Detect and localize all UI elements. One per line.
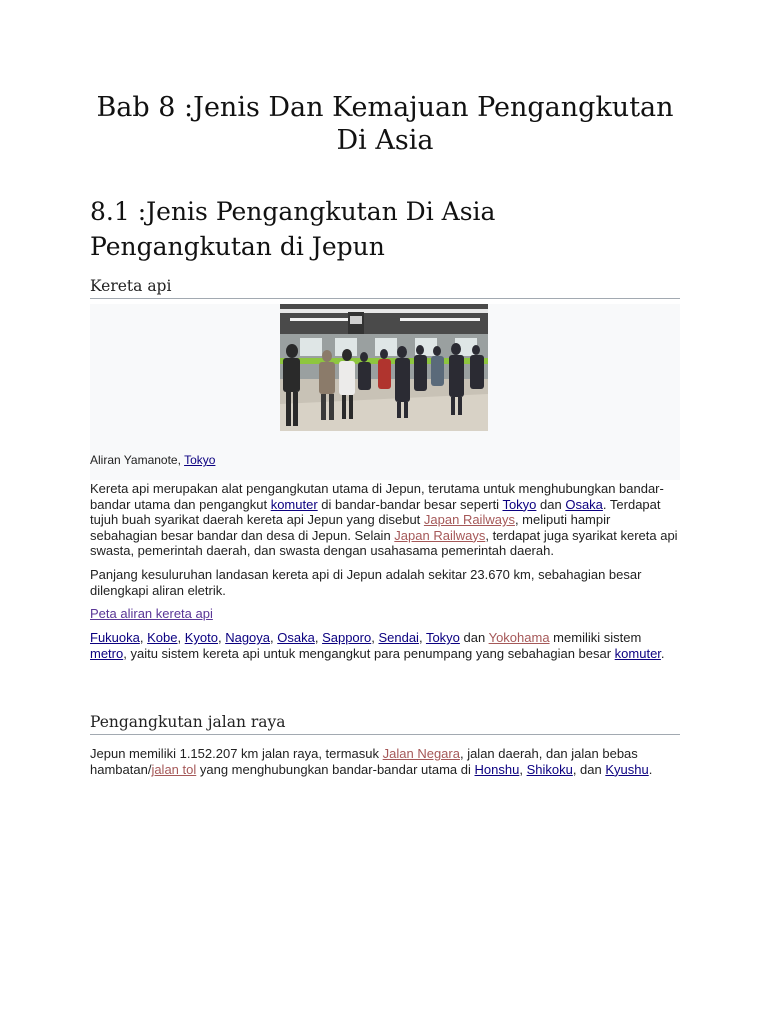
text-run: . Terdapat tujuh buah syarikat daerah kereta api Jepun yang disebut xyxy=(90,496,661,527)
text-run: , xyxy=(519,761,527,777)
link-tokyo[interactable]: Tokyo xyxy=(502,496,537,512)
text-run: , xyxy=(177,630,185,645)
document-title: Bab 8 :Jenis Dan Kemajuan Pengangkutan Di Asia xyxy=(96,92,674,156)
paragraph-kereta-api-intro xyxy=(90,481,680,559)
text-run: , xyxy=(418,630,426,645)
text-run: , xyxy=(217,630,226,645)
link-kyushu[interactable]: Kyushu xyxy=(605,761,649,777)
subsection-heading: Pengangkutan di Jepun xyxy=(90,232,385,261)
text-run: , dan xyxy=(572,761,606,777)
link-city-fukuoka[interactable]: Fukuoka xyxy=(90,630,140,645)
text-run: , yaitu sistem kereta api untuk mengangkut para penumpang yang sebahagian besar xyxy=(123,645,615,661)
link-city-kyoto[interactable]: Kyoto xyxy=(184,630,218,645)
link-metro[interactable]: metro xyxy=(90,645,124,661)
link-shikoku[interactable]: Shikoku xyxy=(526,761,573,777)
figure-box xyxy=(90,304,680,480)
link-city-tokyo[interactable]: Tokyo xyxy=(425,630,460,645)
text-run: yang menghubungkan bandar-bandar utama di xyxy=(196,761,475,777)
link-osaka[interactable]: Osaka xyxy=(565,496,603,512)
text-run: . xyxy=(660,645,665,661)
link-honshu[interactable]: Honshu xyxy=(474,761,520,777)
text-run: di bandar-bandar besar seperti xyxy=(317,496,503,512)
text-run: memiliki sistem xyxy=(549,630,642,645)
text-run: , xyxy=(314,630,323,645)
paragraph-landasan: Panjang kesuluruhan landasan kereta api di Jepun adalah sekitar 23.670 km, sebahagian besar dilengkapi aliran eletrik. xyxy=(90,567,642,598)
text-run: , jalan daerah, dan jalan bebas hambatan/ xyxy=(90,746,638,777)
kereta-api-heading: Kereta api xyxy=(90,277,680,299)
link-jalan-tol[interactable]: jalan tol xyxy=(151,761,197,777)
section-heading: 8.1 :Jenis Pengangkutan Di Asia xyxy=(90,197,496,226)
link-city-sendai[interactable]: Sendai xyxy=(378,630,419,645)
text-run: , xyxy=(371,630,379,645)
text-run: , xyxy=(270,630,278,645)
text-run: , terdapat juga syarikat kereta api swasta, pemerintah daerah, dan swasta dengan usahasama pemerintah daerah. xyxy=(90,527,678,558)
link-city-osaka[interactable]: Osaka xyxy=(277,630,315,645)
link-city-nagoya[interactable]: Nagoya xyxy=(225,630,271,645)
paragraph-metro-cities xyxy=(90,630,680,661)
link-tokyo-caption[interactable]: Tokyo xyxy=(184,453,216,467)
link-city-yokohama[interactable]: Yokohama xyxy=(488,630,550,645)
link-jalan-negara[interactable]: Jalan Negara xyxy=(382,746,460,761)
link-peta-aliran[interactable]: Peta aliran kereta api xyxy=(90,606,213,621)
text-run: , meliputi hampir sebahagian besar bandar dan desa di Jepun. Selain xyxy=(90,512,611,543)
paragraph-jalan-raya xyxy=(90,746,680,777)
link-city-kobe[interactable]: Kobe xyxy=(147,630,178,645)
text-run: dan xyxy=(459,630,489,645)
link-japan-railways-2[interactable]: Japan Railways xyxy=(394,527,486,543)
text-run: . xyxy=(648,761,653,777)
link-city-sapporo[interactable]: Sapporo xyxy=(322,630,372,645)
train-platform-photo[interactable] xyxy=(280,304,488,431)
text-run: , xyxy=(139,630,148,645)
text-run: Jepun memiliki 1.152.207 km jalan raya, termasuk xyxy=(90,746,383,761)
figure-caption xyxy=(90,453,215,467)
text-run: Kereta api merupakan alat pengangkutan utama di Jepun, terutama untuk menghubungkan bandar-bandar utama dan pengangkut xyxy=(90,481,664,512)
link-komuter-2[interactable]: komuter xyxy=(614,645,661,661)
map-link-paragraph xyxy=(90,606,680,622)
link-japan-railways[interactable]: Japan Railways xyxy=(423,512,515,527)
jalan-raya-heading: Pengangkutan jalan raya xyxy=(90,713,680,735)
text-run: dan xyxy=(536,496,566,512)
caption-text: Aliran Yamanote, xyxy=(90,453,185,467)
link-komuter[interactable]: komuter xyxy=(270,496,318,512)
